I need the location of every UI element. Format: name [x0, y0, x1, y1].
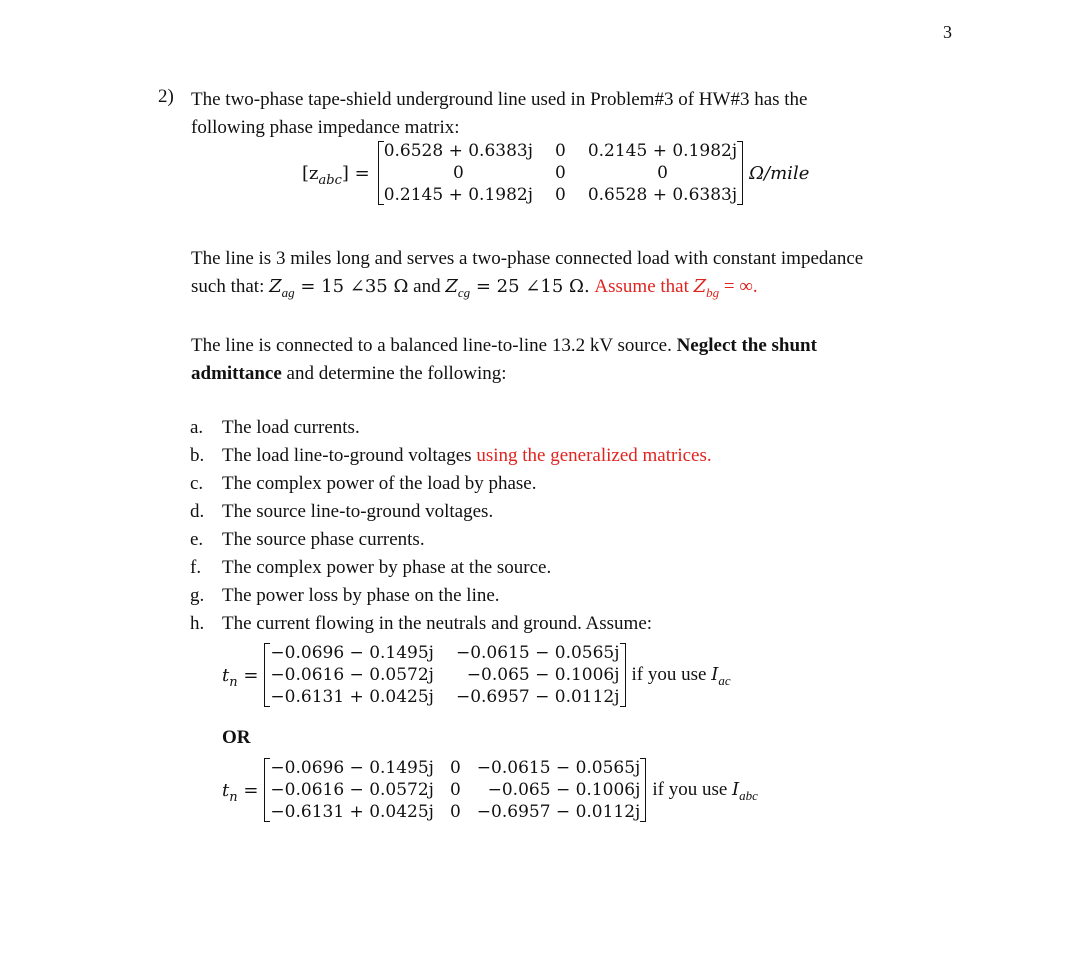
tn-note-1: if you use $I_{ac}$: [631, 664, 731, 688]
intro-paragraph: [191, 86, 807, 142]
intro-line-2: following phase impedance matrix:: [191, 117, 460, 138]
matrix-cell: 0: [449, 780, 461, 800]
matrix-cell: 0: [452, 163, 464, 183]
matrix-cell: 0.2145 + 0.1982j: [587, 141, 738, 161]
matrix-cell: −0.0616 − 0.0572j: [270, 665, 434, 685]
matrix-cell: −0.0616 − 0.0572j: [270, 780, 434, 800]
matrix-cell: −0.6957 − 0.0112j: [476, 802, 641, 822]
matrix-cell: 0: [555, 185, 566, 205]
z-unit: Ω/mile: [749, 162, 810, 184]
matrix-cell: 0.6528 + 0.6383j: [587, 185, 738, 205]
list-item: h. The current flowing in the neutrals and ground. Assume:: [190, 613, 653, 634]
list-item: d. The source line-to-ground voltages.: [190, 501, 494, 522]
matrix-cell: 0: [449, 802, 461, 822]
z-abc-label: $[z_{abc}]$ =: [302, 162, 370, 188]
or-label: OR: [222, 727, 251, 748]
source-paragraph: [191, 332, 817, 388]
load-paragraph: [191, 245, 863, 302]
source-line-1: The line is connected to a balanced line-to-line 13.2 kV source. Neglect the shunt: [191, 335, 817, 356]
list-item: a. The load currents.: [190, 417, 360, 438]
intro-line-1: The two-phase tape-shield underground line used in Problem#3 of HW#3 has the: [191, 89, 808, 110]
list-item: f. The complex power by phase at the source.: [190, 557, 552, 578]
matrix-cell: −0.6131 + 0.0425j: [270, 687, 434, 707]
tn-note-2: if you use $I_{abc}$: [652, 779, 758, 803]
tn-label-2: $t_n$ =: [222, 779, 259, 805]
load-line-2: such that: $Z_{ag} = 15$ ∠35 Ω and $Z_{cg} = 25$ ∠15 Ω. Assume that $Z_{bg}$ = ∞.: [191, 276, 758, 300]
matrix-cell: −0.0696 − 0.1495j: [270, 758, 434, 778]
tn-matrix-2: [264, 758, 646, 822]
matrix-cell: 0: [555, 141, 566, 161]
matrix-cell: −0.065 − 0.1006j: [487, 780, 641, 800]
matrix-cell: 0.2145 + 0.1982j: [383, 185, 533, 205]
matrix-cell: 0.6528 + 0.6383j: [383, 141, 533, 161]
z-abc-matrix: [378, 141, 743, 205]
tn-equation-1: [222, 643, 731, 707]
matrix-cell: −0.065 − 0.1006j: [466, 665, 620, 685]
z-abc-equation: [302, 141, 809, 205]
list-item: b. The load line-to-ground voltages using the generalized matrices.: [190, 445, 712, 466]
tn-label-1: $t_n$ =: [222, 664, 259, 690]
list-item: e. The source phase currents.: [190, 529, 425, 550]
source-line-2: admittance and determine the following:: [191, 363, 507, 384]
matrix-cell: −0.0696 − 0.1495j: [270, 643, 434, 663]
list-item: c. The complex power of the load by phase.: [190, 473, 537, 494]
page-number: 3: [943, 22, 952, 42]
matrix-cell: −0.6131 + 0.0425j: [270, 802, 434, 822]
matrix-cell: −0.6957 − 0.0112j: [455, 687, 620, 707]
matrix-cell: −0.0615 − 0.0565j: [455, 643, 620, 663]
matrix-cell: −0.0615 − 0.0565j: [476, 758, 641, 778]
assume-zbg: Assume that $Z_{bg}$ = ∞.: [589, 276, 758, 300]
problem-number: 2): [158, 86, 174, 107]
tn-matrix-1: [264, 643, 625, 707]
matrix-cell: 0: [657, 163, 668, 183]
matrix-cell: 0: [449, 758, 461, 778]
tn-equation-2: [222, 758, 758, 822]
matrix-cell: 0: [555, 163, 566, 183]
list-item: g. The power loss by phase on the line.: [190, 585, 500, 606]
load-line-1: The line is 3 miles long and serves a two-phase connected load with constant impedance: [191, 248, 864, 269]
